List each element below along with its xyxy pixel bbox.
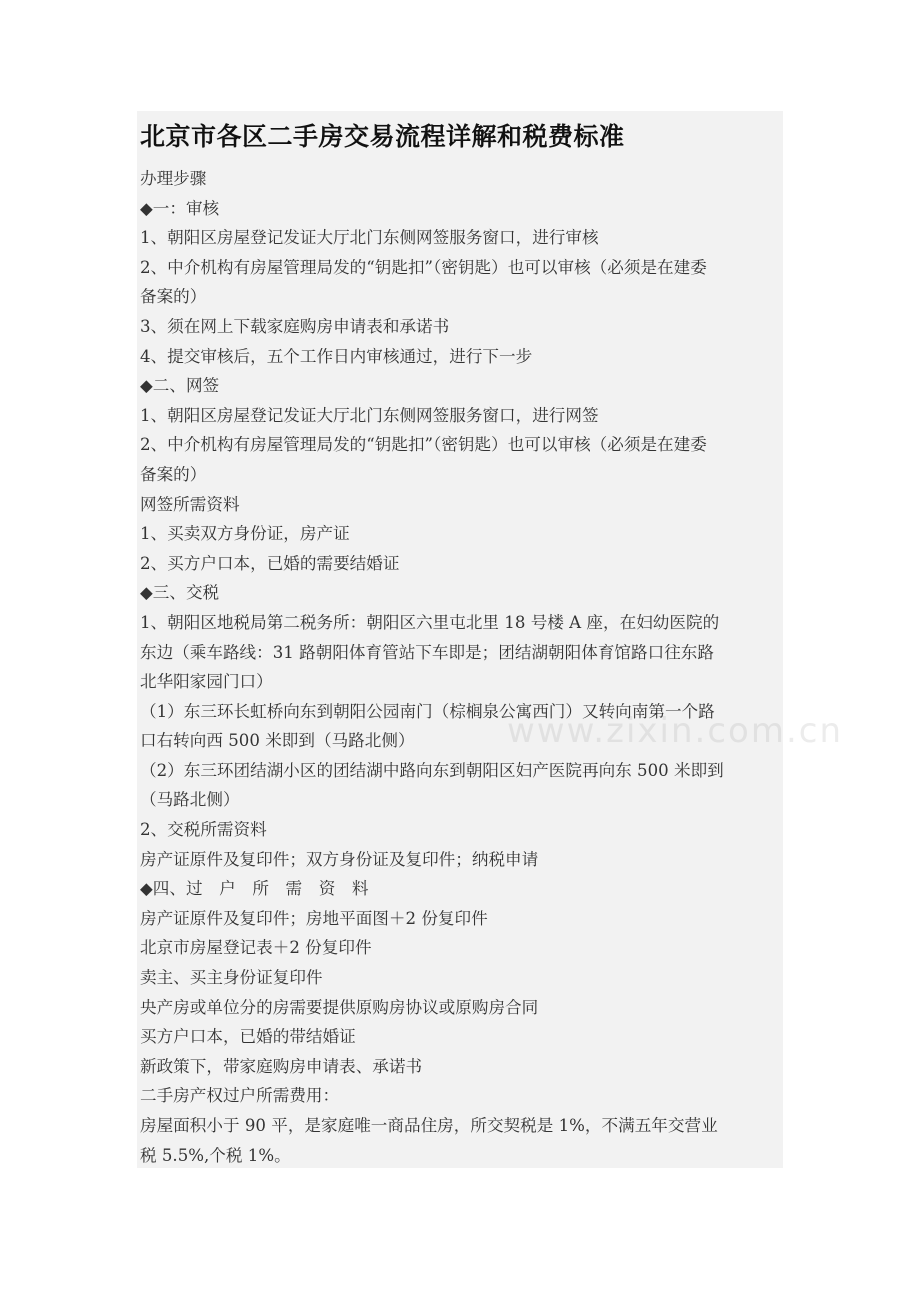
text-line: 办理步骤 bbox=[140, 169, 207, 188]
watermark: www.zixin.com.cn bbox=[507, 711, 843, 751]
text-line: ◆一：审核 bbox=[140, 198, 220, 218]
text-line: 3、须在网上下载家庭购房申请表和承诺书 bbox=[140, 316, 450, 336]
text-line: 1、朝阳区房屋登记发证大厅北门东侧网签服务窗口，进行审核 bbox=[140, 228, 599, 248]
text-line: 二手房产权过户所需费用： bbox=[140, 1086, 340, 1106]
text-line: 东边（乘车路线：31 路朝阳体育管站下车即是；团结湖朝阳体育馆路口往东路 bbox=[140, 642, 714, 662]
text-line: 2、买方户口本，已婚的需要结婚证 bbox=[140, 553, 400, 573]
text-line: 北京市房屋登记表＋2 份复印件 bbox=[140, 938, 372, 958]
text-line: 口右转向西 500 米即到（马路北侧） bbox=[140, 731, 415, 751]
text-line: 1、朝阳区地税局第二税务所：朝阳区六里屯北里 18 号楼 A 座，在妇幼医院的 bbox=[140, 612, 720, 632]
text-line: 2、中介机构有房屋管理局发的“钥匙扣”（密钥匙）也可以审核（必须是在建委 bbox=[140, 435, 707, 455]
text-line: 1、朝阳区房屋登记发证大厅北门东侧网签服务窗口，进行网签 bbox=[140, 405, 599, 425]
text-line: 新政策下，带家庭购房申请表、承诺书 bbox=[140, 1056, 423, 1076]
document-title: 北京市各区二手房交易流程详解和税费标准 bbox=[140, 122, 625, 151]
text-line: （2）东三环团结湖小区的团结湖中路向东到朝阳区妇产医院再向东 500 米即到 bbox=[140, 760, 724, 780]
text-line: 房产证原件及复印件；双方身份证及复印件；纳税申请 bbox=[140, 849, 539, 869]
text-line: ◆二、网签 bbox=[140, 376, 220, 396]
text-line: 2、中介机构有房屋管理局发的“钥匙扣”（密钥匙）也可以审核（必须是在建委 bbox=[140, 257, 707, 277]
text-line: 卖主、买主身份证复印件 bbox=[140, 968, 323, 988]
text-line: 备案的） bbox=[140, 287, 207, 307]
text-line: ◆三、交税 bbox=[140, 583, 220, 603]
text-line: 网签所需资料 bbox=[140, 494, 240, 514]
text-line: 北华阳家园门口） bbox=[140, 672, 273, 692]
document-page bbox=[137, 111, 843, 1168]
text-line: 税 5.5%,个税 1%。 bbox=[140, 1145, 291, 1165]
text-line: 2、交税所需资料 bbox=[140, 820, 267, 840]
text-line: 1、买卖双方身份证，房产证 bbox=[140, 524, 350, 544]
text-line: 4、提交审核后，五个工作日内审核通过，进行下一步 bbox=[140, 346, 533, 366]
text-line: （马路北侧） bbox=[140, 790, 240, 810]
text-line: 备案的） bbox=[140, 464, 207, 484]
text-line: 央产房或单位分的房需要提供原购房协议或原购房合同 bbox=[140, 997, 539, 1017]
text-line: 房屋面积小于 90 平，是家庭唯一商品住房，所交契税是 1%，不满五年交营业 bbox=[140, 1116, 718, 1135]
text-line: ◆四、过 户 所 需 资 料 bbox=[140, 879, 369, 899]
document-body bbox=[140, 164, 782, 1170]
text-line: 买方户口本，已婚的带结婚证 bbox=[140, 1027, 356, 1047]
text-line: （1）东三环长虹桥向东到朝阳公园南门（棕榈泉公寓西门）又转向南第一个路 bbox=[140, 701, 715, 721]
text-line: 房产证原件及复印件；房地平面图＋2 份复印件 bbox=[140, 908, 488, 928]
